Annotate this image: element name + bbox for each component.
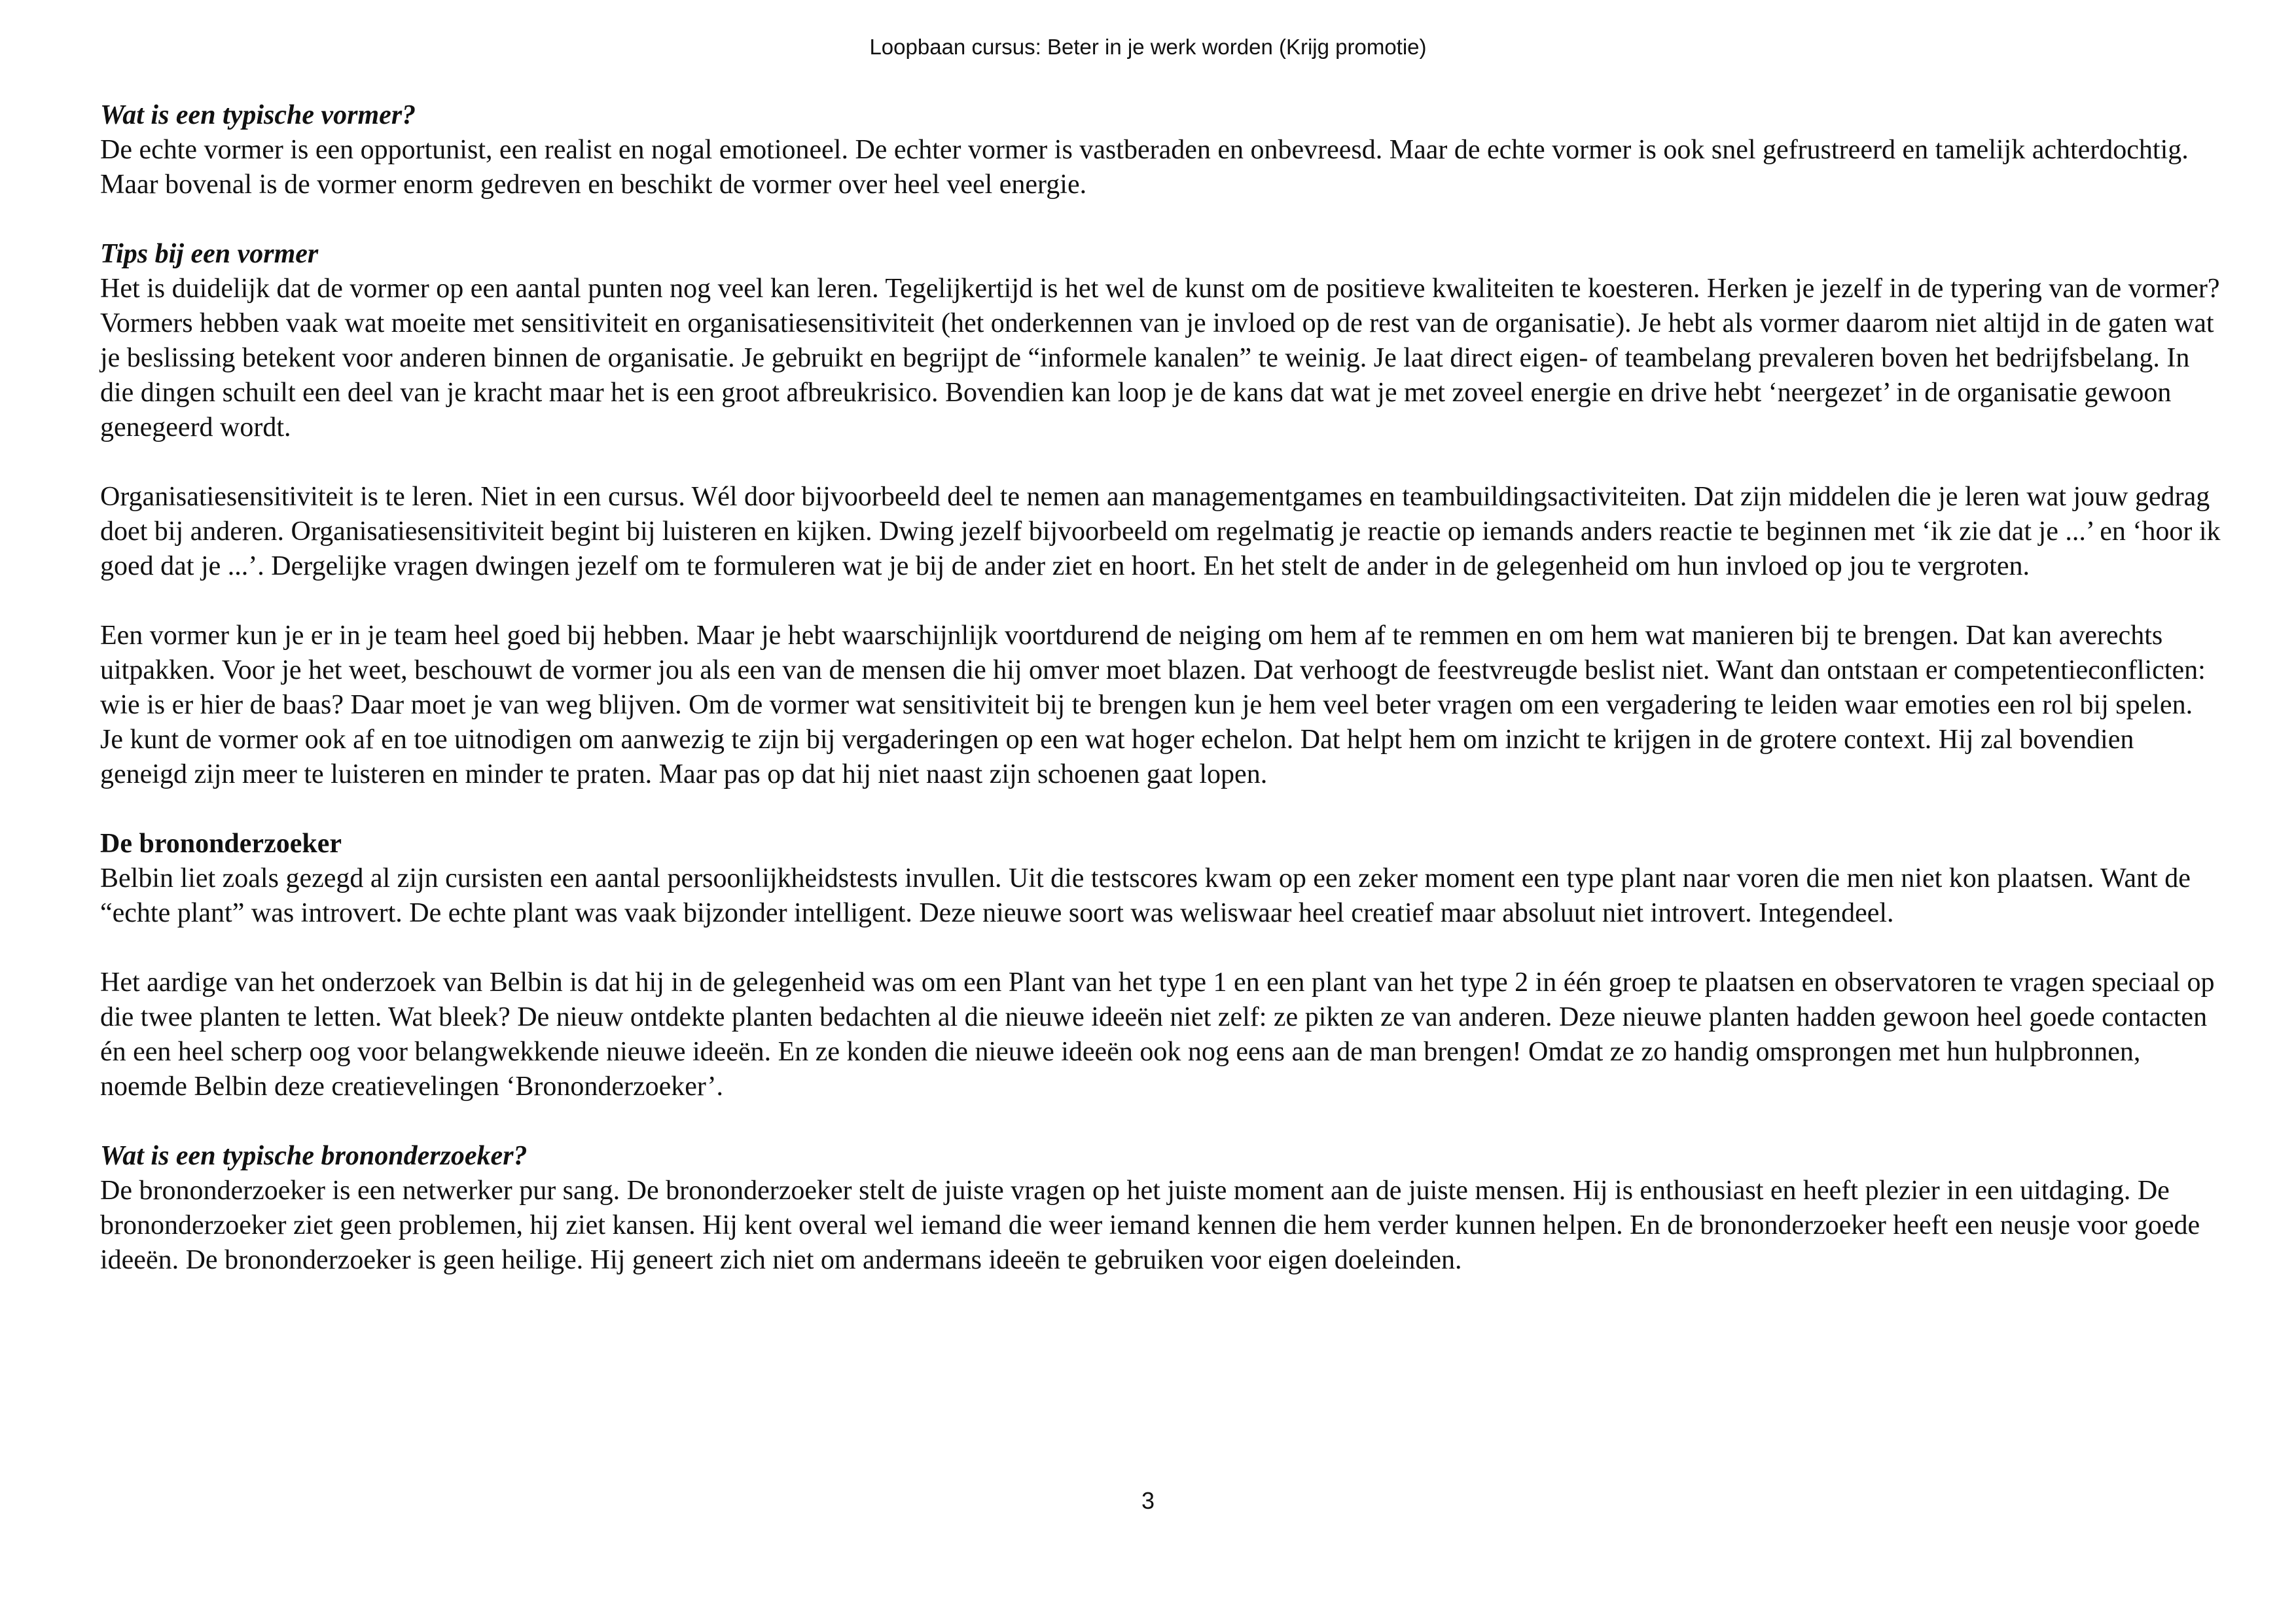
- section-heading: Wat is een typische brononderzoeker?: [100, 1141, 528, 1171]
- document-body: [100, 98, 2221, 1278]
- section-heading: Tips bij een vormer: [100, 239, 319, 269]
- section-tips-vormer: [100, 237, 2221, 445]
- section-typische-brononderzoeker: [100, 1139, 2221, 1278]
- section-onderzoek-belbin: [100, 965, 2221, 1104]
- paragraph: Het is duidelijk dat de vormer op een aantal punten nog veel kan leren. Tegelijkertijd is het wel de kunst om de positieve kwaliteiten te koesteren. Herken je jezelf in de typering van de vormer? Vormers hebben vaak wat moeite met sensitiviteit en organisatiesensitiviteit (het onderkennen van je invloed op de rest van de organisatie). Je hebt als vormer daarom niet altijd in de gaten wat je beslissing betekent voor anderen binnen de organisatie. Je gebruikt en begrijpt de “informele kanalen” te weinig. Je laat direct eigen- of teambelang prevaleren boven het bedrijfsbelang. In die dingen schuilt een deel van je kracht maar het is een groot afbreukrisico. Bovendien kan loop je de kans dat wat je met zoveel energie en drive hebt ‘neergezet’ in de organisatie gewoon genegeerd wordt.: [100, 274, 2220, 442]
- section-organisatiesensitiviteit: [100, 480, 2221, 584]
- paragraph: Een vormer kun je er in je team heel goed bij hebben. Maar je hebt waarschijnlijk voortdurend de neiging om hem af te remmen en om hem wat manieren bij te brengen. Dat kan averechts uitpakken. Voor je het weet, beschouwt de vormer jou als een van de mensen die hij omver moet blazen. Dat verhoogt de feestvreugde beslist niet. Want dan ontstaan er competentieconflicten: wie is er hier de baas? Daar moet je van weg blijven. Om de vormer wat sensitiviteit bij te brengen kun je hem veel beter vragen om een vergadering te leiden waar emoties een rol bij spelen. Je kunt de vormer ook af en toe uitnodigen om aanwezig te zijn bij vergaderingen op een wat hoger echelon. Dat helpt hem om inzicht te krijgen in de grotere context. Hij zal bovendien geneigd zijn meer te luisteren en minder te praten. Maar pas op dat hij niet naast zijn schoenen gaat lopen.: [100, 621, 2206, 789]
- section-brononderzoeker: [100, 827, 2221, 931]
- section-heading: Wat is een typische vormer?: [100, 100, 416, 130]
- section-typische-vormer: [100, 98, 2221, 202]
- section-vormer-in-team: [100, 619, 2221, 792]
- paragraph: De echte vormer is een opportunist, een realist en nogal emotioneel. De echter vormer is vastberaden en onbevreesd. Maar de echte vormer is ook snel gefrustreerd en tamelijk achterdochtig. Maar bovenal is de vormer enorm gedreven en beschikt de vormer over heel veel energie.: [100, 135, 2189, 200]
- paragraph: Het aardige van het onderzoek van Belbin is dat hij in de gelegenheid was om een Plant van het type 1 en een plant van het type 2 in één groep te plaatsen en observatoren te vragen speciaal op die twee planten te letten. Wat bleek? De nieuw ontdekte planten bedachten al die nieuwe ideeën niet zelf: ze pikten ze van anderen. Deze nieuwe planten hadden gewoon heel goede contacten én een heel scherp oog voor belangwekkende nieuwe ideeën. En ze konden die nieuwe ideeën ook nog eens aan de man brengen! Omdat ze zo handig omsprongen met hun hulpbronnen, noemde Belbin deze creatievelingen ‘Brononderzoeker’.: [100, 967, 2215, 1102]
- section-heading: De brononderzoeker: [100, 829, 342, 859]
- paragraph: Organisatiesensitiviteit is te leren. Niet in een cursus. Wél door bijvoorbeeld deel te nemen aan managementgames en teambuildingsactiviteiten. Dat zijn middelen die je leren wat jouw gedrag doet bij anderen. Organisatiesensitiviteit begint bij luisteren en kijken. Dwing jezelf bijvoorbeeld om regelmatig je reactie op iemands anders reactie te beginnen met ‘ik zie dat je ...’ en ‘hoor ik goed dat je ...’. Dergelijke vragen dwingen jezelf om te formuleren wat je bij de ander ziet en hoort. En het stelt de ander in de gelegenheid om hun invloed op jou te vergroten.: [100, 482, 2221, 581]
- paragraph: De brononderzoeker is een netwerker pur sang. De brononderzoeker stelt de juiste vragen op het juiste moment aan de juiste mensen. Hij is enthousiast en heeft plezier in een uitdaging. De brononderzoeker ziet geen problemen, hij ziet kansen. Hij kent overal wel iemand die weer iemand kennen die hem verder kunnen helpen. En de brononderzoeker heeft een neusje voor goede ideeën. De brononderzoeker is geen heilige. Hij geneert zich niet om andermans ideeën te gebruiken voor eigen doeleinden.: [100, 1176, 2200, 1275]
- paragraph: Belbin liet zoals gezegd al zijn cursisten een aantal persoonlijkheidstests invullen. Uit die testscores kwam op een zeker moment een type plant naar voren die men niet kon plaatsen. Want de “echte plant” was introvert. De echte plant was vaak bijzonder intelligent. Deze nieuwe soort was weliswaar heel creatief maar absoluut niet introvert. Integendeel.: [100, 863, 2191, 928]
- page-number: 3: [1141, 1487, 1155, 1514]
- running-header: Loopbaan cursus: Beter in je werk worden (Krijg promotie): [869, 35, 1427, 59]
